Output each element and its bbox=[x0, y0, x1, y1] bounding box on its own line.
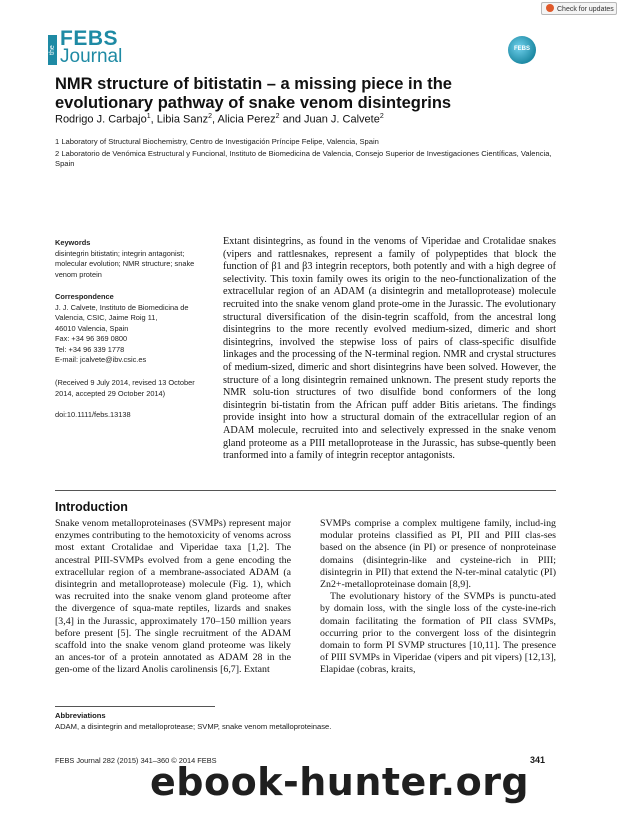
author-sep: , bbox=[150, 113, 157, 126]
update-check-icon bbox=[546, 4, 554, 12]
author-affil: 2 bbox=[379, 113, 384, 120]
author-name: Alicia Perez bbox=[217, 113, 276, 126]
correspondence-line: J. J. Calvete, Instituto de Biomedicina de bbox=[55, 302, 189, 312]
footnote-divider bbox=[55, 706, 215, 707]
affiliation-1: 1 Laboratory of Structural Biochemistry, Centro de Investigación Príncipe Felipe, Valencia, Spain bbox=[55, 137, 379, 146]
correspondence-line: Valencia, CSIC, Jaime Roig 11, bbox=[55, 313, 158, 322]
abstract-text: Extant disintegrins, as found in the venoms of Viperidae and Crotalidae snakes (vipers and rattlesnakes, represent a family of polypeptides that block the function of β1 and β3 integrin receptors, both potently and with a high degree of selectivity. This toxin family owes its origin to the neo-functionalization of the extracellular region of an ADAM (a disintegrin and metalloprotease) molecule recruited into the snake venom gland prote-ome in the Jurassic. The evolutionary structural diversification of the disin-tegrin scaffold, from the ancestral long disintegrins to the more recently evolved medium-sized, dimeric and short disintegrins, involved the stepwise loss of pairs of class-specific disulfide linkages and the processing of the N-terminal region. NMR and crystal structures of medium-sized, dimeric and short disintegrins have been solved. However, the structure of a long disintegrin remained unknown. The present study reports the NMR solu-tion structures of two disulfide bond conformers of the long disintegrin bi-tistatin from the African puff adder Bitis arietans. The findings provide insight into how a structural domain of the extracellular region of an ADAM molecule, recruited into and selectively expressed in the snake venom gland proteome as a PIII metalloprotease in the Jurassic, has subse-quently been tranformed into a family of integrin receptor antagonists. bbox=[223, 236, 556, 462]
title-line-2: evolutionary pathway of snake venom disintegrins bbox=[55, 94, 452, 112]
correspondence-email[interactable]: E-mail: jcalvete@ibv.csic.es bbox=[55, 355, 147, 364]
febs-emblem-icon bbox=[508, 36, 536, 64]
author-name: Libia Sanz bbox=[156, 113, 209, 126]
body-paragraph: The evolutionary history of the SVMPs is punctu-ated by domain loss, with the single loss of the cyste-ine-rich domain facilitating the formation of PII class SVMPs, occurring prior to the convergent loss of the disintegrin domain to form PI SVMP structures [10,11]. The presence of PIII SVMPs in Viperidae (vipers and pit vipers) [12,13], Elapidae (cobras, kraits, bbox=[320, 591, 556, 676]
correspondence-line: 46010 Valencia, Spain bbox=[55, 323, 129, 333]
emblem-text: FEBS bbox=[513, 46, 530, 52]
section-heading-introduction: Introduction bbox=[55, 500, 128, 514]
abbreviations-heading: Abbreviations bbox=[55, 711, 106, 720]
check-for-updates-button[interactable] bbox=[541, 2, 617, 15]
watermark: ebook-hunter.org bbox=[150, 760, 530, 804]
journal-logo-prefix: the bbox=[48, 35, 57, 65]
title-line-1: NMR structure of bitistatin – a missing piece in the bbox=[55, 75, 452, 93]
affiliation-2: 2 Laboratorio de Venómica Estructural y Funcional, Instituto de Biomedicina de Valencia, Consejo Superior de Investigaciones Científicas, Valencia, Spain bbox=[55, 149, 552, 168]
author-list bbox=[55, 113, 384, 126]
section-divider bbox=[55, 490, 556, 491]
paper-title bbox=[55, 75, 555, 113]
doi-link[interactable]: doi:10.1111/febs.13138 bbox=[55, 410, 131, 419]
author-affil: 1 bbox=[146, 113, 151, 120]
keywords-block bbox=[55, 238, 215, 280]
author-affil: 2 bbox=[208, 113, 213, 120]
body-column-left bbox=[55, 518, 291, 677]
keywords-heading: Keywords bbox=[55, 238, 91, 247]
received-dates: (Received 9 July 2014, revised 13 October 2014, accepted 29 October 2014) bbox=[55, 378, 195, 398]
correspondence-line: Tel: +34 96 339 1778 bbox=[55, 344, 125, 354]
author-name: Juan J. Calvete bbox=[304, 113, 380, 126]
author-affil: 2 bbox=[275, 113, 280, 120]
author-sep: , bbox=[212, 113, 218, 126]
body-column-right bbox=[320, 518, 556, 677]
correspondence-heading: Correspondence bbox=[55, 292, 114, 301]
body-paragraph: SVMPs comprise a complex multigene family, includ-ing modular proteins classified as PI, PII and PIII clas-ses based on the absence (in PI) or presence of nonproteinase domains (disintegrin-like and cysteine-rich in PIII; disintegrin in PII) that extend the N-ter-minal catalytic (PI) Zn2+-metalloproteinase domain [8,9]. bbox=[320, 518, 556, 591]
page-number: 341 bbox=[530, 755, 546, 765]
body-paragraph: Snake venom metalloproteinases (SVMPs) represent major enzymes contributing to the hemotoxicity of venoms across most extant Crotalidae and Viperidae taxa [1,2]. The ancestral PIII-SVMPs evolved from a gene encoding the extracellular region of a membrane-associated ADAM (a disintegrin and metalloprotease) molecule (Fig. 1), which was recruited into the snake venom gland proteome after the divergence of squa-mate reptiles, lizards and snakes [3,4] in the Jurassic, approximately 170–150 million years before present [5]. The single recruitment of the ADAM scaffold into the snake venom gland proteome was likely an ances-tor of a protein annotated as ADAM 28 in the gen-ome of the lizard Anolis carolinensis [6,7]. Extant bbox=[55, 518, 291, 676]
correspondence-block bbox=[55, 292, 215, 366]
journal-logo-name: FEBS bbox=[60, 27, 119, 50]
keywords-text: disintegrin bitistatin; integrin antagonist; molecular evolution; NMR structure; snake venom protein bbox=[55, 248, 195, 279]
author-name: Rodrigo J. Carbajo bbox=[55, 113, 147, 126]
check-for-updates-label: Check for updates bbox=[557, 6, 614, 13]
journal-footer: FEBS Journal 282 (2015) 341–360 © 2014 FEBS bbox=[55, 756, 217, 765]
author-sep: and bbox=[279, 113, 304, 126]
abbreviations-text: ADAM, a disintegrin and metalloprotease; SVMP, snake venom metalloproteinase. bbox=[55, 722, 332, 731]
journal-logo-suffix: Journal bbox=[60, 46, 123, 67]
correspondence-line: Fax: +34 96 369 0800 bbox=[55, 334, 128, 343]
